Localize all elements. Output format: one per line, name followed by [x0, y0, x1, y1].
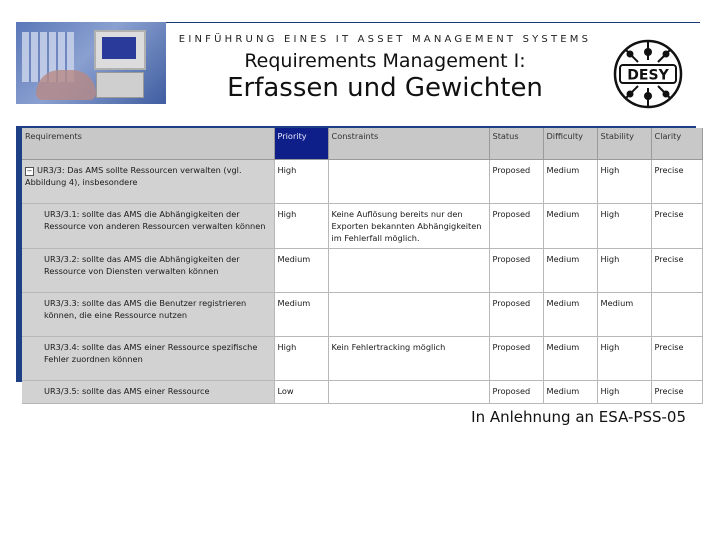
collapse-icon[interactable]: − [26, 167, 33, 175]
clarity-cell[interactable]: Precise [651, 160, 702, 204]
difficulty-cell[interactable]: Medium [543, 293, 597, 337]
table-header-row [22, 128, 702, 160]
requirements-table-screenshot [16, 126, 696, 396]
clarity-cell[interactable]: Precise [651, 337, 702, 381]
monitor-graphic [94, 30, 146, 70]
column-header-clarity[interactable]: Clarity [651, 128, 702, 160]
clarity-cell[interactable]: Precise [651, 249, 702, 293]
priority-cell[interactable]: High [274, 204, 328, 249]
stability-cell[interactable]: High [597, 160, 651, 204]
clarity-cell[interactable]: Precise [651, 204, 702, 249]
table-row[interactable] [22, 204, 702, 249]
column-header-requirements[interactable]: Requirements [22, 128, 274, 160]
requirement-text: UR3/3: Das AMS sollte Ressourcen verwalten (vgl. Abbildung 4), insbesondere [25, 165, 242, 187]
difficulty-cell[interactable]: Medium [543, 204, 597, 249]
constraints-cell[interactable] [328, 381, 489, 404]
stability-cell[interactable]: High [597, 381, 651, 404]
table-row[interactable] [22, 160, 702, 204]
priority-cell[interactable]: High [274, 160, 328, 204]
table-row[interactable] [22, 381, 702, 404]
column-header-status[interactable]: Status [489, 128, 543, 160]
stability-cell[interactable]: Medium [597, 293, 651, 337]
desy-logo [612, 38, 684, 110]
column-header-constraints[interactable]: Constraints [328, 128, 489, 160]
hand-graphic [36, 70, 96, 100]
stability-cell[interactable]: High [597, 204, 651, 249]
table-row[interactable] [22, 337, 702, 381]
source-footnote: In Anlehnung an ESA-PSS-05 [471, 408, 686, 426]
difficulty-cell[interactable]: Medium [543, 160, 597, 204]
priority-cell[interactable]: Medium [274, 249, 328, 293]
status-cell[interactable]: Proposed [489, 293, 543, 337]
priority-cell[interactable]: Low [274, 381, 328, 404]
constraints-cell[interactable] [328, 160, 489, 204]
requirement-cell[interactable]: UR3/3.3: sollte das AMS die Benutzer registrieren können, die eine Ressource nutzen [22, 293, 274, 337]
stability-cell[interactable]: High [597, 249, 651, 293]
table-row[interactable] [22, 293, 702, 337]
status-cell[interactable]: Proposed [489, 337, 543, 381]
requirement-cell[interactable]: UR3/3.5: sollte das AMS einer Ressource [22, 381, 274, 404]
priority-cell[interactable]: High [274, 337, 328, 381]
header-caption: EINFÜHRUNG EINES IT ASSET MANAGEMENT SYSTEMS [178, 34, 592, 45]
page-title: Erfassen und Gewichten [227, 73, 543, 103]
constraints-cell[interactable] [328, 249, 489, 293]
desy-logo-text: DESY [627, 67, 669, 84]
difficulty-cell[interactable]: Medium [543, 381, 597, 404]
column-header-difficulty[interactable]: Difficulty [543, 128, 597, 160]
column-header-priority[interactable]: Priority [274, 128, 328, 160]
table-row[interactable] [22, 249, 702, 293]
page-subtitle: Requirements Management I: [244, 50, 526, 72]
priority-cell[interactable]: Medium [274, 293, 328, 337]
constraints-cell[interactable] [328, 293, 489, 337]
requirement-cell[interactable] [22, 160, 274, 204]
column-header-stability[interactable]: Stability [597, 128, 651, 160]
difficulty-cell[interactable]: Medium [543, 249, 597, 293]
requirement-cell[interactable]: UR3/3.4: sollte das AMS einer Ressource spezifische Fehler zuordnen können [22, 337, 274, 381]
status-cell[interactable]: Proposed [489, 160, 543, 204]
computer-case-graphic [96, 72, 144, 98]
header-computer-photo [16, 22, 166, 104]
status-cell[interactable]: Proposed [489, 249, 543, 293]
requirement-cell[interactable]: UR3/3.2: sollte das AMS die Abhängigkeiten der Ressource von Diensten verwalten können [22, 249, 274, 293]
constraints-cell[interactable]: Keine Auflösung bereits nur den Exporten bekannten Abhängigkeiten im Fehlerfall möglich. [328, 204, 489, 249]
stability-cell[interactable]: High [597, 337, 651, 381]
clarity-cell[interactable]: Precise [651, 381, 702, 404]
requirement-cell[interactable]: UR3/3.1: sollte das AMS die Abhängigkeiten der Ressource von anderen Ressourcen verwalten können [22, 204, 274, 249]
constraints-cell[interactable]: Kein Fehlertracking möglich [328, 337, 489, 381]
clarity-cell[interactable] [651, 293, 702, 337]
status-cell[interactable]: Proposed [489, 204, 543, 249]
status-cell[interactable]: Proposed [489, 381, 543, 404]
requirements-grid-viewport [22, 128, 692, 396]
difficulty-cell[interactable]: Medium [543, 337, 597, 381]
requirements-table [22, 128, 703, 404]
